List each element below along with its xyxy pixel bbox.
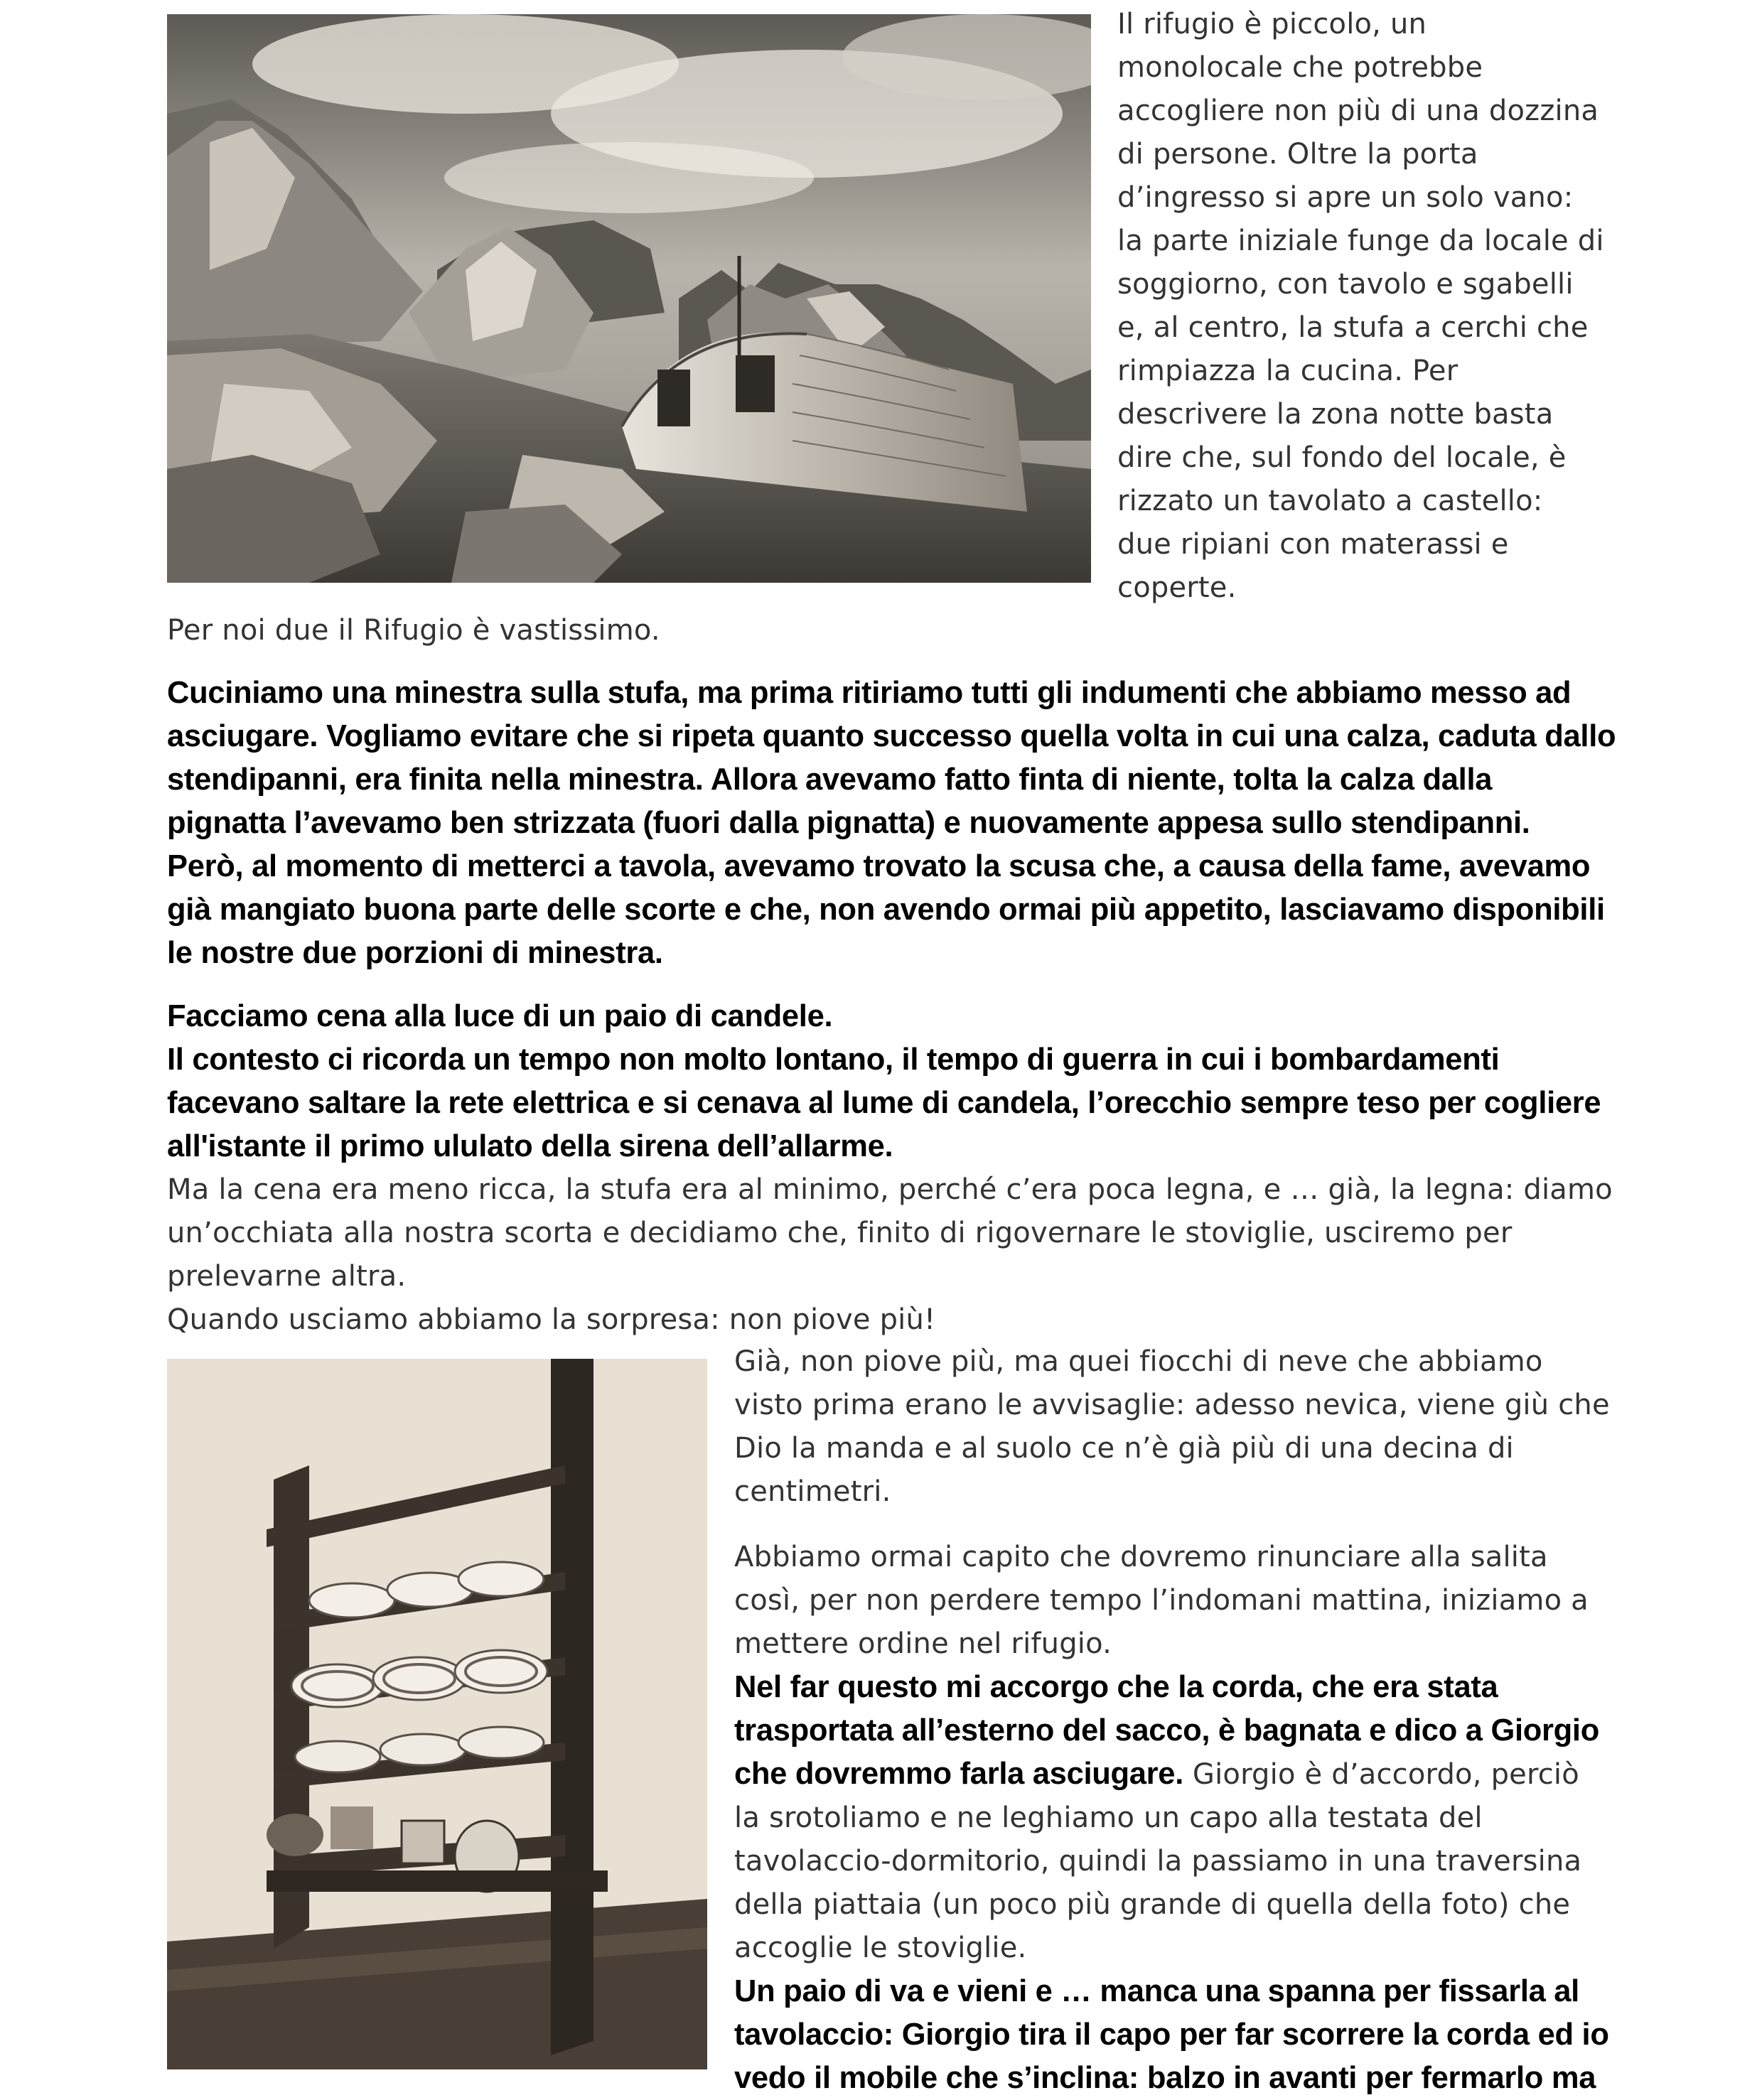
text-line: coperte. — [1117, 571, 1237, 604]
text-line: mettere ordine nel rifugio. — [734, 1627, 1112, 1660]
text-line: Però, al momento di metterci a tavola, avevamo trovato la scusa che, a causa della fame, avevamo — [167, 849, 1591, 883]
text-line: monolocale che potrebbe — [1117, 51, 1483, 84]
text-line: della piattaia (un poco più grande di quella della foto) che — [734, 1888, 1571, 1921]
text-line: d’ingresso si apre un solo vano: — [1117, 181, 1574, 214]
text-line: tavolaccio: Giorgio tira il capo per far scorrere la corda ed io — [734, 2018, 1609, 2052]
text-line: rimpiazza la cucina. Per — [1117, 355, 1459, 387]
text-line: la parte iniziale funge da locale di — [1117, 225, 1604, 257]
text-line: dire che, sul fondo del locale, è — [1117, 441, 1567, 474]
text-line: accogliere non più di una dozzina — [1117, 95, 1599, 127]
plate-rack-photo — [167, 1359, 707, 2069]
text-line: Cuciniamo una minestra sulla stufa, ma prima ritiriamo tutti gli indumenti che abbiamo messo ad — [167, 676, 1572, 710]
text-line: soggiorno, con tavolo e sgabelli — [1117, 268, 1574, 301]
text-line: all'istante il primo ululato della sirena dell’allarme. — [167, 1129, 893, 1163]
text-line: Dio la manda e al suolo ce n’è già più di una decina di — [734, 1432, 1514, 1465]
text-line: due ripiani con materassi e — [1117, 528, 1509, 561]
text-line: un’occhiata alla nostra scorta e decidiamo che, finito di rigovernare le stoviglie, usciremo per — [167, 1217, 1513, 1249]
soup-paragraph — [167, 672, 1624, 975]
text-line: la srotoliamo e ne leghiamo un capo alla testata del — [734, 1802, 1483, 1834]
text-line: Facciamo cena alla luce di un paio di candele. — [167, 999, 833, 1033]
text-line: di persone. Oltre la porta — [1117, 138, 1478, 171]
text-line: asciugare. Vogliamo evitare che si ripeta quanto successo quella volta in cui una calza, caduta dallo — [167, 719, 1616, 753]
order-paragraph — [734, 1536, 1616, 2100]
light-phrase: Giorgio è d’accordo, perciò — [1183, 1758, 1579, 1791]
text-line: stendipanni, era finita nella minestra. Allora avevamo fatto finta di niente, tolta la calza dalla — [167, 763, 1493, 797]
text-line: Quando usciamo abbiamo la sorpresa: non piove più! — [167, 1303, 936, 1336]
text-line: facevano saltare la rete elettrica e si cenava al lume di candela, l’orecchio sempre teso per cogliere — [167, 1086, 1601, 1120]
text-line: Un paio di va e vieni e … manca una spanna per fissarla al — [734, 1974, 1579, 2008]
text-line: prelevarne altra. — [167, 1260, 407, 1293]
bold-phrase: che dovremmo farla asciugare. — [734, 1757, 1183, 1791]
text-line: vedo il mobile che s’inclina: balzo in avanti per fermarlo ma — [734, 2061, 1596, 2095]
text-line: pignatta l’avevamo ben strizzata (fuori dalla pignatta) e nuovamente appesa sullo stendipanni. — [167, 806, 1530, 840]
text-line: e, al centro, la stufa a cerchi che — [1117, 311, 1589, 344]
text-line: accoglie le stoviglie. — [734, 1932, 1027, 1964]
text-line: Il contesto ci ricorda un tempo non molto lontano, il tempo di guerra in cui i bombardamenti — [167, 1043, 1500, 1077]
text-line: Il rifugio è piccolo, un — [1117, 8, 1427, 41]
snow-paragraph — [734, 1340, 1616, 1514]
text-line: Ma la cena era meno ricca, la stufa era al minimo, perché c’era poca legna, e … già, la legna: diamo — [167, 1173, 1613, 1206]
dinner-paragraph — [167, 995, 1624, 1342]
text-line: già mangiato buona parte delle scorte e che, non avendo ormai più appetito, lasciavamo disponibili — [167, 893, 1605, 927]
text-line: rizzato un tavolato a castello: — [1117, 485, 1543, 517]
text-line: Abbiamo ormai capito che dovremo rinunciare alla salita — [734, 1541, 1548, 1573]
text-line: le nostre due porzioni di minestra. — [167, 936, 663, 970]
text-line: trasportata all’esterno del sacco, è bagnata e dico a Giorgio — [734, 1713, 1599, 1748]
text-line: Nel far questo mi accorgo che la corda, che era stata — [734, 1670, 1498, 1704]
text-line: così, per non perdere tempo l’indomani mattina, iniziamo a — [734, 1584, 1589, 1617]
mountain-hut-photo — [167, 14, 1091, 583]
text-line: centimetri. — [734, 1475, 891, 1508]
intro-paragraph — [1117, 3, 1743, 610]
text-line: descrivere la zona notte basta — [1117, 398, 1554, 431]
text-line — [734, 1752, 1616, 1797]
caption-line: Per noi due il Rifugio è vastissimo. — [167, 614, 660, 647]
text-line: Già, non piove più, ma quei fiocchi di neve che abbiamo — [734, 1345, 1543, 1378]
text-line: tavolaccio-dormitorio, quindi la passiamo in una traversina — [734, 1845, 1582, 1878]
text-line: visto prima erano le avvisaglie: adesso nevica, viene giù che — [734, 1389, 1610, 1421]
